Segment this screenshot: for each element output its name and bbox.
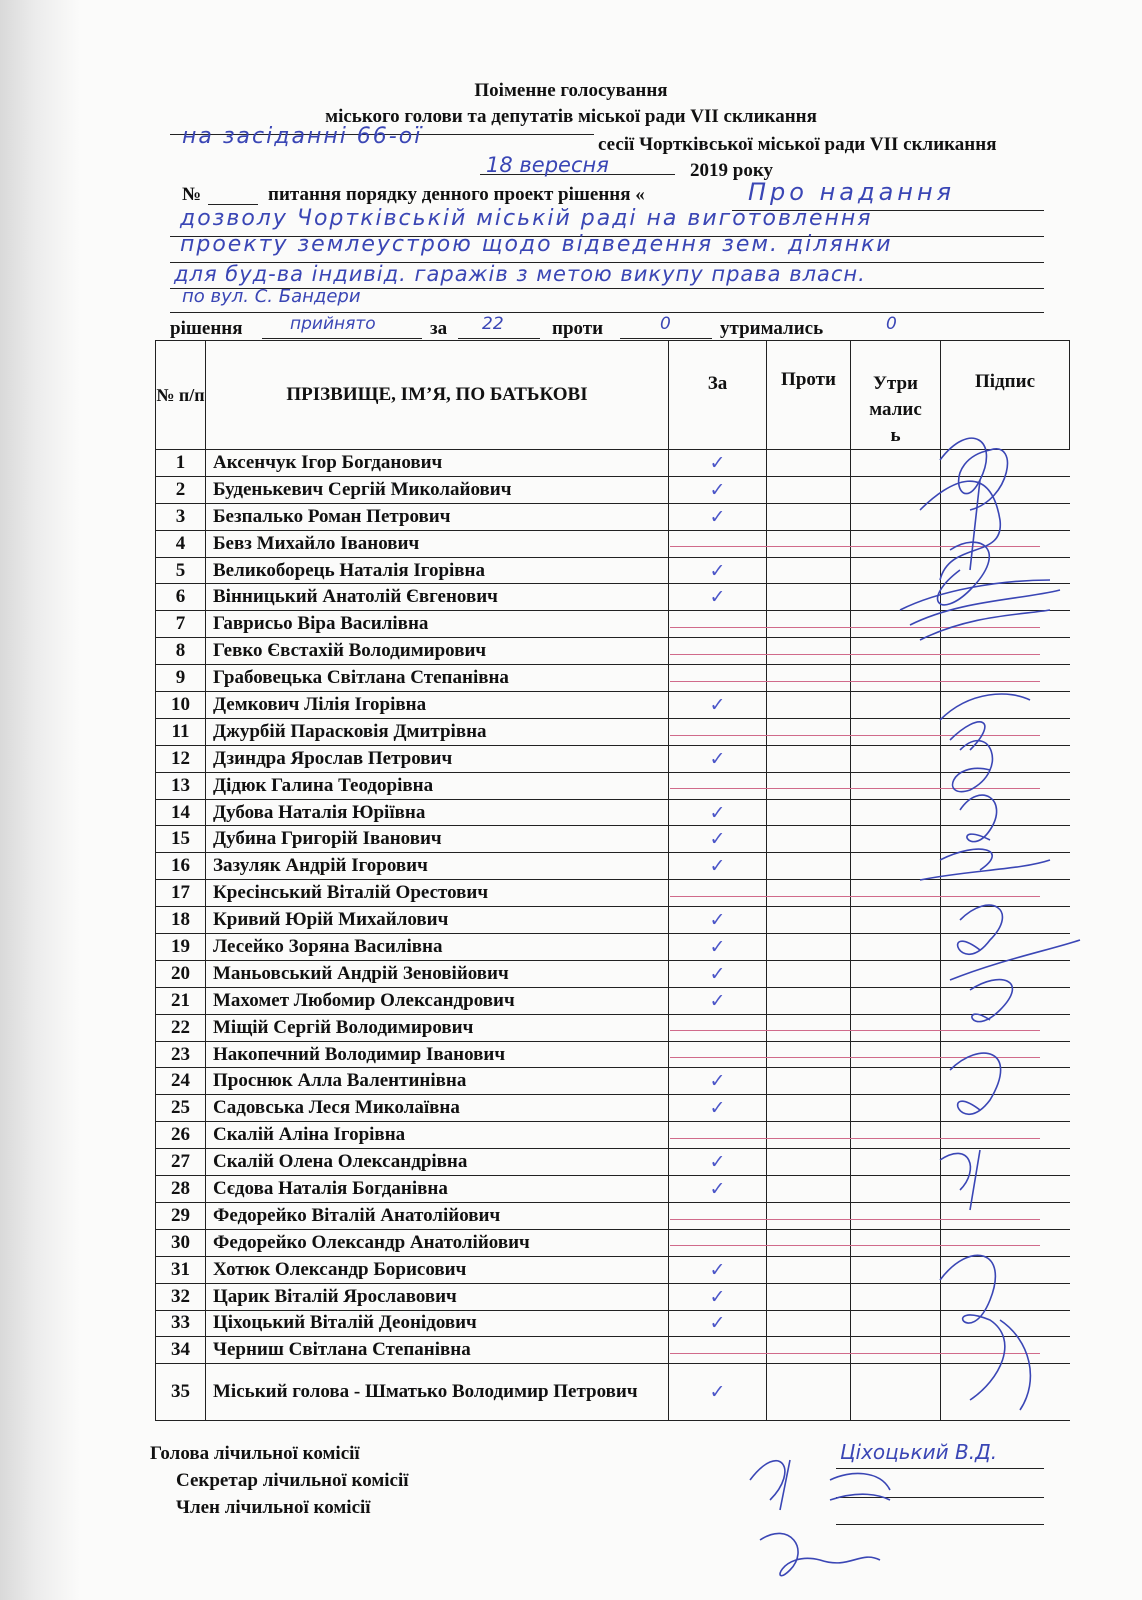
row-number: 6: [156, 584, 206, 611]
decision-value: прийнято: [290, 314, 376, 334]
row-number: 10: [156, 692, 206, 719]
chair-name-handwritten: Ціхоцький В.Д.: [840, 1440, 998, 1464]
row-number: 21: [156, 987, 206, 1014]
member-name: Федорейко Віталій Анатолійович: [206, 1202, 669, 1229]
vote-against-cell: [767, 1337, 851, 1364]
vote-for-mark: ✓: [669, 584, 767, 611]
row-number: 32: [156, 1283, 206, 1310]
vote-against-cell: [767, 1176, 851, 1203]
member-name: Сєдова Наталія Богданівна: [206, 1176, 669, 1203]
row-number: 24: [156, 1068, 206, 1095]
row-number: 16: [156, 853, 206, 880]
vote-for-mark: [669, 1041, 767, 1068]
vote-against-cell: [767, 611, 851, 638]
row-number: 33: [156, 1310, 206, 1337]
vote-against-cell: [767, 772, 851, 799]
member-name: Черниш Світлана Степанівна: [206, 1337, 669, 1364]
session-handwritten: на засіданні 66-ої: [182, 124, 423, 149]
abstained-value: 0: [886, 314, 897, 334]
vote-against-cell: [767, 718, 851, 745]
member-name: Скалій Олена Олександрівна: [206, 1149, 669, 1176]
for-blank: [458, 338, 540, 339]
vote-against-cell: [767, 745, 851, 772]
vote-against-cell: [767, 1256, 851, 1283]
member-name: Міський голова - Шматько Володимир Петрович: [206, 1364, 669, 1421]
row-number: 23: [156, 1041, 206, 1068]
row-number: 29: [156, 1202, 206, 1229]
vote-for-mark: ✓: [669, 1256, 767, 1283]
vote-against-cell: [767, 987, 851, 1014]
member-name: Грабовецька Світлана Степанівна: [206, 665, 669, 692]
row-number: 5: [156, 557, 206, 584]
vote-for-mark: ✓: [669, 826, 767, 853]
signature-scribble: [940, 1255, 1005, 1400]
subject-hw-5: по вул. С. Бандери: [182, 286, 361, 307]
doc-title: Поіменне голосування: [474, 80, 668, 101]
vote-for-mark: [669, 638, 767, 665]
vote-for-mark: ✓: [669, 1095, 767, 1122]
row-number: 28: [156, 1176, 206, 1203]
for-label: за: [430, 318, 448, 339]
vote-against-cell: [767, 1095, 851, 1122]
row-number: 30: [156, 1229, 206, 1256]
vote-against-cell: [767, 503, 851, 530]
member-name: Кресінський Віталій Орестович: [206, 880, 669, 907]
member-name: Дзиндра Ярослав Петрович: [206, 745, 669, 772]
member-name: Ціхоцький Віталій Деонідович: [206, 1310, 669, 1337]
vote-against-cell: [767, 530, 851, 557]
signature-scribble: [940, 438, 1007, 510]
vote-against-cell: [767, 1068, 851, 1095]
vote-for-mark: [669, 880, 767, 907]
vote-for-mark: [669, 611, 767, 638]
session-text: сесії Чортківської міської ради VII скликання: [598, 134, 997, 155]
vote-against-cell: [767, 960, 851, 987]
vote-against-cell: [767, 638, 851, 665]
vote-for-mark: ✓: [669, 476, 767, 503]
col-header-abstained: Утримались: [851, 341, 941, 450]
vote-against-cell: [767, 1310, 851, 1337]
counting-commission-member: Член лічильної комісії: [176, 1497, 371, 1518]
vote-for-mark: ✓: [669, 987, 767, 1014]
member-name: Садовська Леся Миколаївна: [206, 1095, 669, 1122]
row-number: 7: [156, 611, 206, 638]
col-header-name: ПРІЗВИЩЕ, ІМ’Я, ПО БАТЬКОВІ: [206, 341, 669, 450]
row-number: 17: [156, 880, 206, 907]
subject-hw-4: для буд-ва індивід. гаражів з метою викупу права власн.: [174, 262, 866, 286]
vote-against-cell: [767, 1283, 851, 1310]
member-name: Гевко Євстахій Володимирович: [206, 638, 669, 665]
row-number: 22: [156, 1014, 206, 1041]
subject-hw-2: дозволу Чортківській міській раді на виготовлення: [180, 206, 873, 231]
member-name: Зазуляк Андрій Ігорович: [206, 853, 669, 880]
row-number: 9: [156, 665, 206, 692]
member-name: Гаврисьо Віра Василівна: [206, 611, 669, 638]
footer-signatures: [720, 1440, 900, 1590]
member-name: Демкович Лілія Ігорівна: [206, 692, 669, 719]
counting-commission-chair: Голова лічильної комісії: [150, 1443, 360, 1464]
row-number: 13: [156, 772, 206, 799]
vote-for-mark: ✓: [669, 799, 767, 826]
vote-against-cell: [767, 907, 851, 934]
year-text: 2019 року: [690, 160, 773, 181]
row-number: 8: [156, 638, 206, 665]
vote-for-mark: ✓: [669, 1283, 767, 1310]
vote-against-cell: [767, 557, 851, 584]
vote-for-mark: ✓: [669, 1364, 767, 1421]
member-name: Безпалько Роман Петрович: [206, 503, 669, 530]
signatures-column: [880, 420, 1100, 1440]
vote-for-mark: ✓: [669, 450, 767, 477]
vote-against-cell: [767, 853, 851, 880]
row-number: 34: [156, 1337, 206, 1364]
vote-against-cell: [767, 1149, 851, 1176]
member-name: Махомет Любомир Олександрович: [206, 987, 669, 1014]
signature-scribble: [970, 980, 1012, 1022]
date-handwritten: 18 вересня: [486, 153, 609, 177]
vote-against-cell: [767, 880, 851, 907]
agenda-no-blank: [208, 204, 258, 205]
row-number: 12: [156, 745, 206, 772]
member-name: Федорейко Олександр Анатолійович: [206, 1229, 669, 1256]
signature-scribble: [1000, 1320, 1030, 1410]
vote-for-mark: ✓: [669, 745, 767, 772]
vote-for-mark: [669, 530, 767, 557]
vote-for-mark: ✓: [669, 853, 767, 880]
for-value: 22: [482, 314, 504, 334]
against-label: проти: [552, 318, 604, 339]
member-name: Дубова Наталія Юріївна: [206, 799, 669, 826]
against-blank: [620, 338, 712, 339]
member-name: Скалій Аліна Ігорівна: [206, 1122, 669, 1149]
member-name: Проснюк Алла Валентинівна: [206, 1068, 669, 1095]
row-number: 35: [156, 1364, 206, 1421]
vote-for-mark: [669, 665, 767, 692]
member-name: Великоборець Наталія Ігорівна: [206, 557, 669, 584]
row-number: 14: [156, 799, 206, 826]
member-name: Кривий Юрій Михайлович: [206, 907, 669, 934]
signature-scribble: [940, 1150, 980, 1210]
row-number: 15: [156, 826, 206, 853]
row-number: 1: [156, 450, 206, 477]
counting-commission-secretary: Секретар лічильної комісії: [176, 1470, 409, 1491]
member-name: Маньовський Андрій Зеновійович: [206, 960, 669, 987]
member-name: Дідюк Галина Теодорівна: [206, 772, 669, 799]
vote-for-mark: ✓: [669, 1068, 767, 1095]
decision-blank: [262, 338, 422, 339]
vote-against-cell: [767, 1202, 851, 1229]
vote-against-cell: [767, 1364, 851, 1421]
vote-for-mark: ✓: [669, 960, 767, 987]
member-name: Царик Віталій Ярославович: [206, 1283, 669, 1310]
vote-for-mark: [669, 1337, 767, 1364]
signature-scribble: [920, 849, 1050, 880]
signature-scribble: [900, 580, 1060, 640]
row-number: 4: [156, 530, 206, 557]
against-value: 0: [660, 314, 671, 334]
row-number: 26: [156, 1122, 206, 1149]
vote-for-mark: [669, 1202, 767, 1229]
member-name: Бевз Михайло Іванович: [206, 530, 669, 557]
col-header-number: № п/п: [156, 341, 206, 450]
member-name: Буденькевич Сергій Миколайович: [206, 476, 669, 503]
vote-against-cell: [767, 1014, 851, 1041]
vote-for-mark: [669, 772, 767, 799]
scan-shadow: [0, 0, 80, 1600]
row-number: 18: [156, 907, 206, 934]
vote-for-mark: ✓: [669, 934, 767, 961]
row-number: 11: [156, 718, 206, 745]
doc-subtitle: міського голови та депутатів міської ради VII скликання: [325, 106, 817, 127]
vote-for-mark: [669, 718, 767, 745]
vote-against-cell: [767, 450, 851, 477]
vote-against-cell: [767, 692, 851, 719]
member-name: Міщій Сергій Володимирович: [206, 1014, 669, 1041]
member-name: Лесейко Зоряна Василівна: [206, 934, 669, 961]
vote-for-mark: [669, 1014, 767, 1041]
vote-against-cell: [767, 1122, 851, 1149]
vote-against-cell: [767, 584, 851, 611]
vote-against-cell: [767, 665, 851, 692]
vote-for-mark: ✓: [669, 503, 767, 530]
vote-for-mark: [669, 1229, 767, 1256]
subject-line-5: [170, 312, 1044, 313]
col-header-against: Проти: [767, 341, 851, 450]
signature-scribble: [950, 1053, 1001, 1114]
vote-for-mark: ✓: [669, 907, 767, 934]
vote-against-cell: [767, 826, 851, 853]
member-name: Вінницький Анатолій Євгенович: [206, 584, 669, 611]
subject-hw-3: проекту землеустрою щодо відведення зем. ділянки: [180, 232, 893, 257]
member-name: Хотюк Олександр Борисович: [206, 1256, 669, 1283]
vote-against-cell: [767, 476, 851, 503]
signature-scribble: [960, 795, 997, 841]
vote-for-mark: ✓: [669, 557, 767, 584]
col-header-for: За: [669, 341, 767, 450]
row-number: 20: [156, 960, 206, 987]
row-number: 25: [156, 1095, 206, 1122]
agenda-no-label: №: [182, 184, 202, 205]
row-number: 19: [156, 934, 206, 961]
signature-scribble: [940, 694, 1030, 750]
vote-against-cell: [767, 799, 851, 826]
vote-for-mark: [669, 1122, 767, 1149]
row-number: 2: [156, 476, 206, 503]
abstained-label: утримались: [720, 318, 824, 339]
vote-for-mark: ✓: [669, 1149, 767, 1176]
agenda-text: питання порядку денного проект рішення «: [268, 184, 645, 205]
member-name: Дубина Григорій Іванович: [206, 826, 669, 853]
vote-for-mark: ✓: [669, 1310, 767, 1337]
signature-scribble: [938, 542, 990, 605]
member-name: Накопечний Володимир Іванович: [206, 1041, 669, 1068]
row-number: 3: [156, 503, 206, 530]
vote-for-mark: ✓: [669, 692, 767, 719]
vote-for-mark: ✓: [669, 1176, 767, 1203]
row-number: 27: [156, 1149, 206, 1176]
vote-against-cell: [767, 934, 851, 961]
decision-label: рішення: [170, 318, 243, 339]
subject-hw-1: Про надання: [748, 178, 956, 206]
row-number: 31: [156, 1256, 206, 1283]
col-header-signature: Підпис: [941, 341, 1070, 450]
member-name: Джурбій Парасковія Дмитрівна: [206, 718, 669, 745]
vote-against-cell: [767, 1229, 851, 1256]
signature-scribble: [950, 905, 1080, 980]
member-name: Аксенчук Ігор Богданович: [206, 450, 669, 477]
vote-against-cell: [767, 1041, 851, 1068]
